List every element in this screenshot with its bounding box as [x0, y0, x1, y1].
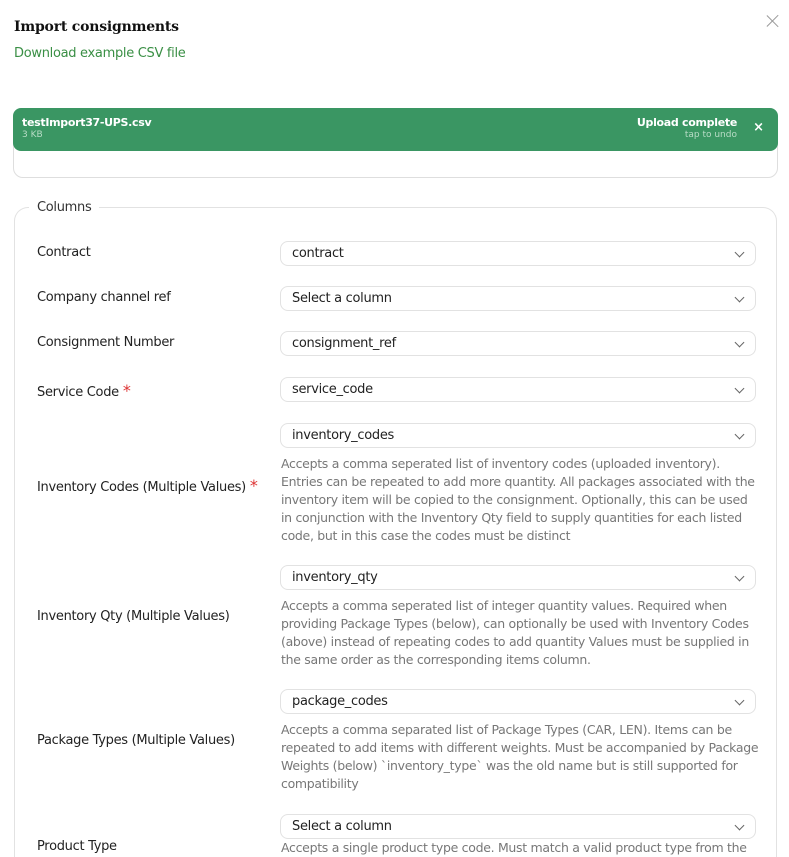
required-asterisk: *	[122, 381, 131, 400]
company-channel-ref-column-select[interactable]	[280, 286, 756, 311]
label-text: Company channel ref	[37, 290, 171, 305]
uploaded-file-item	[13, 108, 778, 151]
product-type-column-select[interactable]	[280, 814, 756, 839]
select-value: service_code	[292, 382, 373, 397]
modal-title: Import consignments	[14, 19, 179, 35]
inventory-qty-help-text: Accepts a comma seperated list of integer quantity values. Required when providing Package Types (below), can optionally be used with Inventory Codes (above) instead of repeating codes to add quantity Values must be supplied in the same order as the corresponding items column.	[281, 598, 749, 667]
chevron-down-icon	[735, 384, 745, 394]
close-icon[interactable]	[764, 12, 782, 30]
package-types-column-select[interactable]	[280, 689, 756, 714]
field-label-service-code	[37, 381, 131, 400]
upload-dropzone[interactable]	[13, 108, 778, 178]
select-value: Select a column	[292, 291, 392, 306]
field-label-consignment-number	[37, 335, 174, 350]
chevron-down-icon	[735, 430, 745, 440]
field-label-contract	[37, 245, 91, 260]
product-type-help-text: Accepts a single product type code. Must match a valid product type from the	[281, 840, 747, 855]
label-text: Consignment Number	[37, 335, 175, 350]
select-value: inventory_qty	[292, 570, 378, 585]
file-name: testImport37-UPS.csv	[22, 116, 152, 129]
contract-column-select[interactable]	[280, 241, 756, 266]
label-text: Contract	[37, 245, 91, 260]
select-value: consignment_ref	[292, 336, 396, 351]
select-value: package_codes	[292, 694, 388, 709]
columns-legend: Columns	[37, 200, 92, 215]
inventory-codes-column-select[interactable]	[280, 423, 756, 448]
remove-file-icon[interactable]: ×	[753, 120, 764, 135]
field-label-product-type	[37, 839, 117, 854]
select-value: inventory_codes	[292, 428, 394, 443]
consignment-number-column-select[interactable]	[280, 331, 756, 356]
upload-status: Upload complete	[636, 116, 737, 129]
field-label-inventory-qty	[37, 609, 229, 624]
chevron-down-icon	[735, 821, 745, 831]
file-size: 3 KB	[22, 130, 43, 140]
chevron-down-icon	[735, 338, 745, 348]
required-asterisk: *	[249, 476, 258, 495]
inventory-qty-column-select[interactable]	[280, 565, 756, 590]
package-types-help-text: Accepts a comma separated list of Package Types (CAR, LEN). Items can be repeated to add items with different weights. Must be accompanied by Package Weights (below) `inventory_type` was the old name but is still supported for compatibility	[281, 722, 759, 791]
chevron-down-icon	[735, 572, 745, 582]
chevron-down-icon	[735, 248, 745, 258]
label-text: Package Types (Multiple Values)	[37, 733, 235, 748]
undo-upload-link[interactable]: tap to undo	[684, 130, 737, 140]
field-label-company-channel-ref	[37, 290, 171, 305]
field-label-package-types	[37, 733, 235, 748]
download-example-csv-link[interactable]: Download example CSV file	[14, 46, 186, 61]
field-label-inventory-codes	[37, 476, 258, 495]
label-text: Product Type	[37, 839, 117, 854]
label-text: Service Code	[37, 385, 119, 400]
inventory-codes-help-text: Accepts a comma seperated list of inventory codes (uploaded inventory). Entries can be repeated to add more quantity. All packages associated with the inventory item will be copied to the consignment. Optionally, this can be used in conjunction with the Inventory Qty field to supply quantities for each listed code, but in this case the codes must be distinct	[281, 456, 755, 543]
select-value: Select a column	[292, 819, 392, 834]
label-text: Inventory Qty (Multiple Values)	[37, 609, 230, 624]
chevron-down-icon	[735, 293, 745, 303]
chevron-down-icon	[735, 696, 745, 706]
service-code-column-select[interactable]	[280, 377, 756, 402]
select-value: contract	[292, 246, 344, 261]
label-text: Inventory Codes (Multiple Values)	[37, 480, 246, 495]
